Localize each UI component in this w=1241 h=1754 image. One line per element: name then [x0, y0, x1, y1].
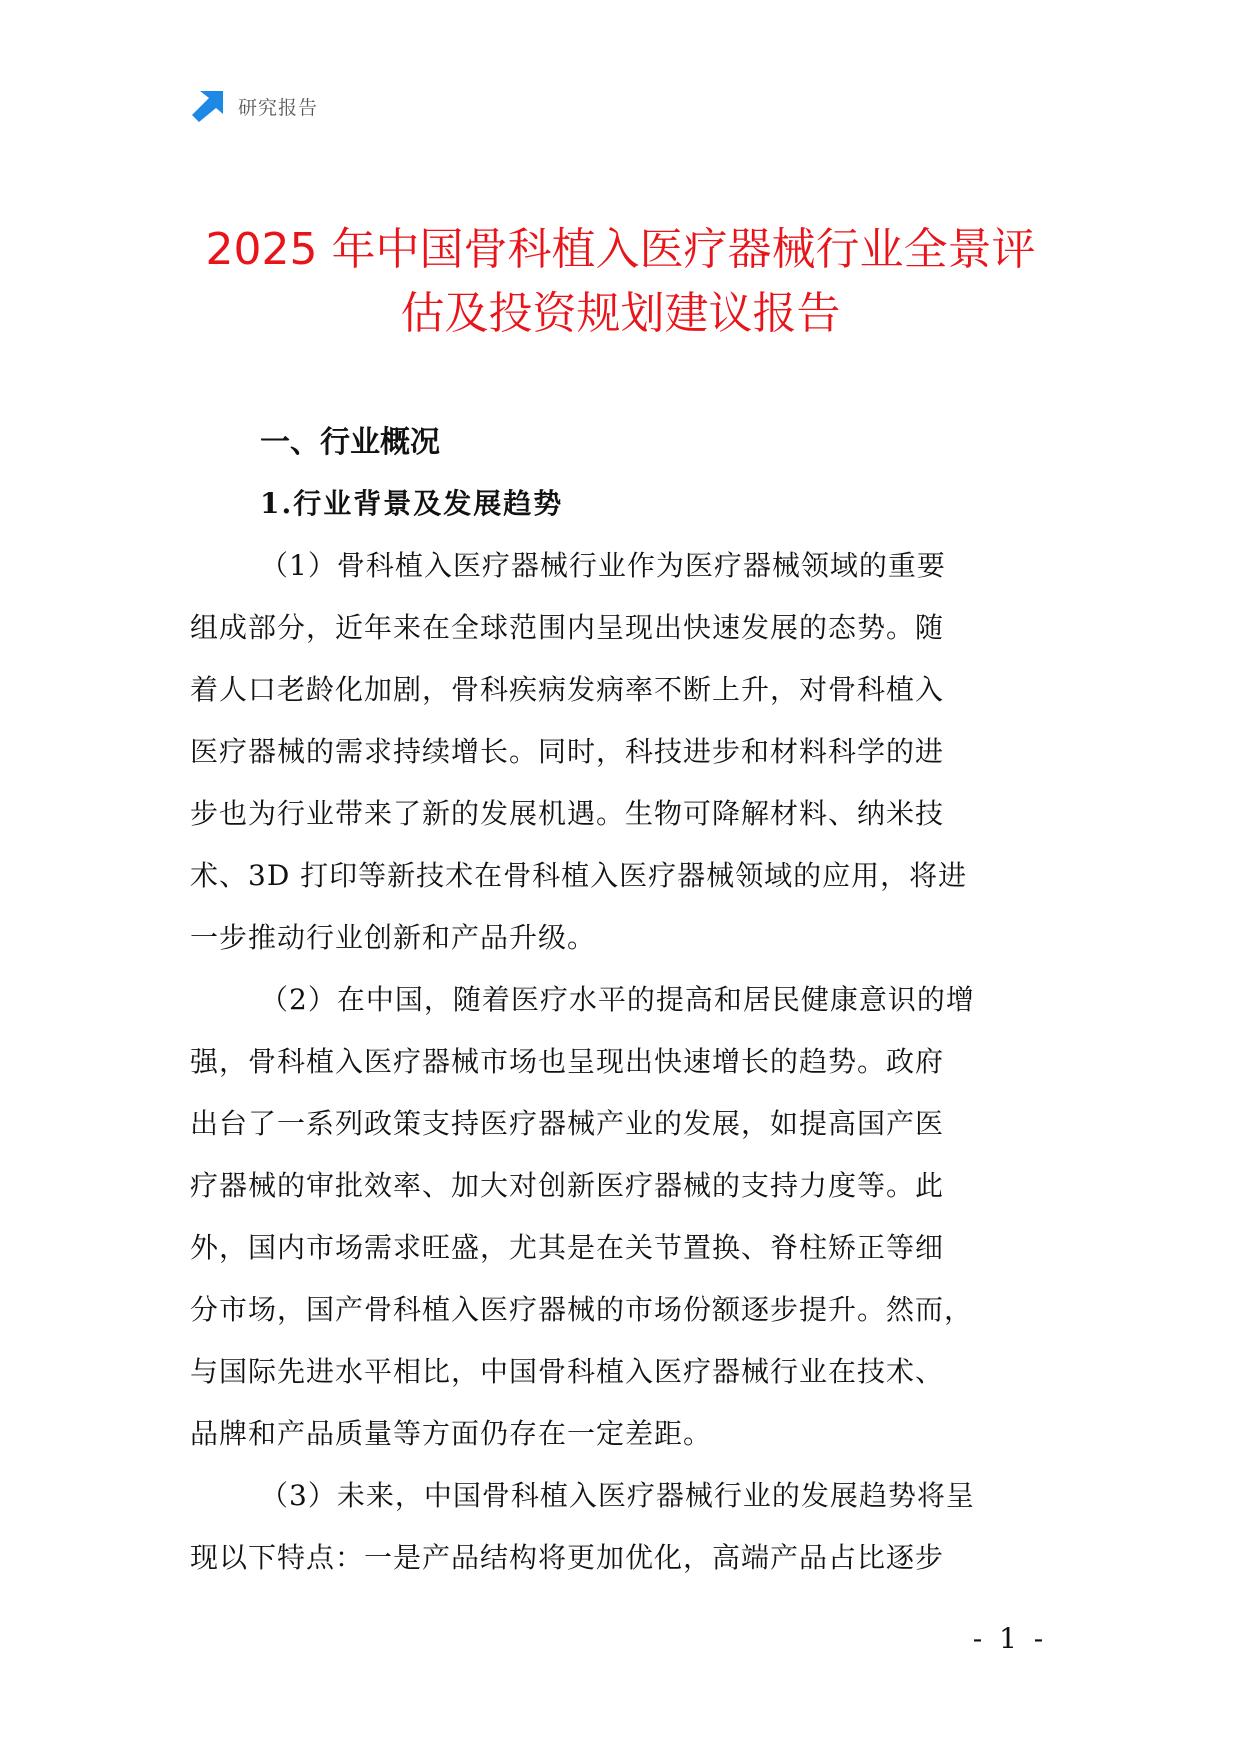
paragraph-line: 外，国内市场需求旺盛，尤其是在关节置换、脊柱矫正等细	[190, 1231, 945, 1264]
paragraph-line: 疗器械的审批效率、加大对创新医疗器械的支持力度等。此	[190, 1169, 945, 1202]
title-line: 2025 年中国骨科植入医疗器械行业全景评	[205, 224, 1036, 275]
paragraph-1	[190, 535, 1060, 969]
paragraph-3	[190, 1465, 1060, 1589]
sub-heading: 1.行业背景及发展趋势	[260, 487, 564, 520]
paragraph-line: 医疗器械的需求持续增长。同时，科技进步和材料科学的进	[190, 735, 945, 768]
paragraph-2	[190, 969, 1060, 1465]
paragraph-line: 分市场，国产骨科植入医疗器械的市场份额逐步提升。然而，	[190, 1293, 974, 1326]
page-header	[190, 88, 318, 124]
paragraph-line: （3）未来，中国骨科植入医疗器械行业的发展趋势将呈	[260, 1479, 975, 1512]
document-body	[190, 413, 1060, 1589]
report-title	[150, 218, 1091, 346]
title-line: 估及投资规划建议报告	[400, 288, 841, 339]
page-number: - 1 -	[972, 1622, 1048, 1655]
paragraph-line: 组成部分，近年来在全球范围内呈现出快速发展的态势。随	[190, 611, 945, 644]
paragraph-line: 步也为行业带来了新的发展机遇。生物可降解材料、纳米技	[190, 797, 945, 830]
section-heading: 一、行业概况	[260, 425, 440, 460]
paragraph-line: 着人口老龄化加剧，骨科疾病发病率不断上升，对骨科植入	[190, 673, 945, 706]
paragraph-line: 一步推动行业创新和产品升级。	[190, 921, 597, 954]
paragraph-line: 与国际先进水平相比，中国骨科植入医疗器械行业在技术、	[190, 1355, 945, 1388]
paragraph-line: 品牌和产品质量等方面仍存在一定差距。	[190, 1417, 713, 1450]
paragraph-line: （1）骨科植入医疗器械行业作为医疗器械领域的重要	[260, 549, 946, 582]
paragraph-line: 术、3D 打印等新技术在骨科植入医疗器械领域的应用，将进	[190, 859, 968, 892]
paragraph-line: （2）在中国，随着医疗水平的提高和居民健康意识的增	[260, 983, 975, 1016]
paragraph-line: 现以下特点：一是产品结构将更加优化，高端产品占比逐步	[190, 1541, 945, 1574]
header-label: 研究报告	[238, 96, 319, 119]
paragraph-line: 强，骨科植入医疗器械市场也呈现出快速增长的趋势。政府	[190, 1045, 945, 1078]
paragraph-line: 出台了一系列政策支持医疗器械产业的发展，如提高国产医	[190, 1107, 945, 1140]
arrow-up-right-logo	[190, 88, 226, 124]
